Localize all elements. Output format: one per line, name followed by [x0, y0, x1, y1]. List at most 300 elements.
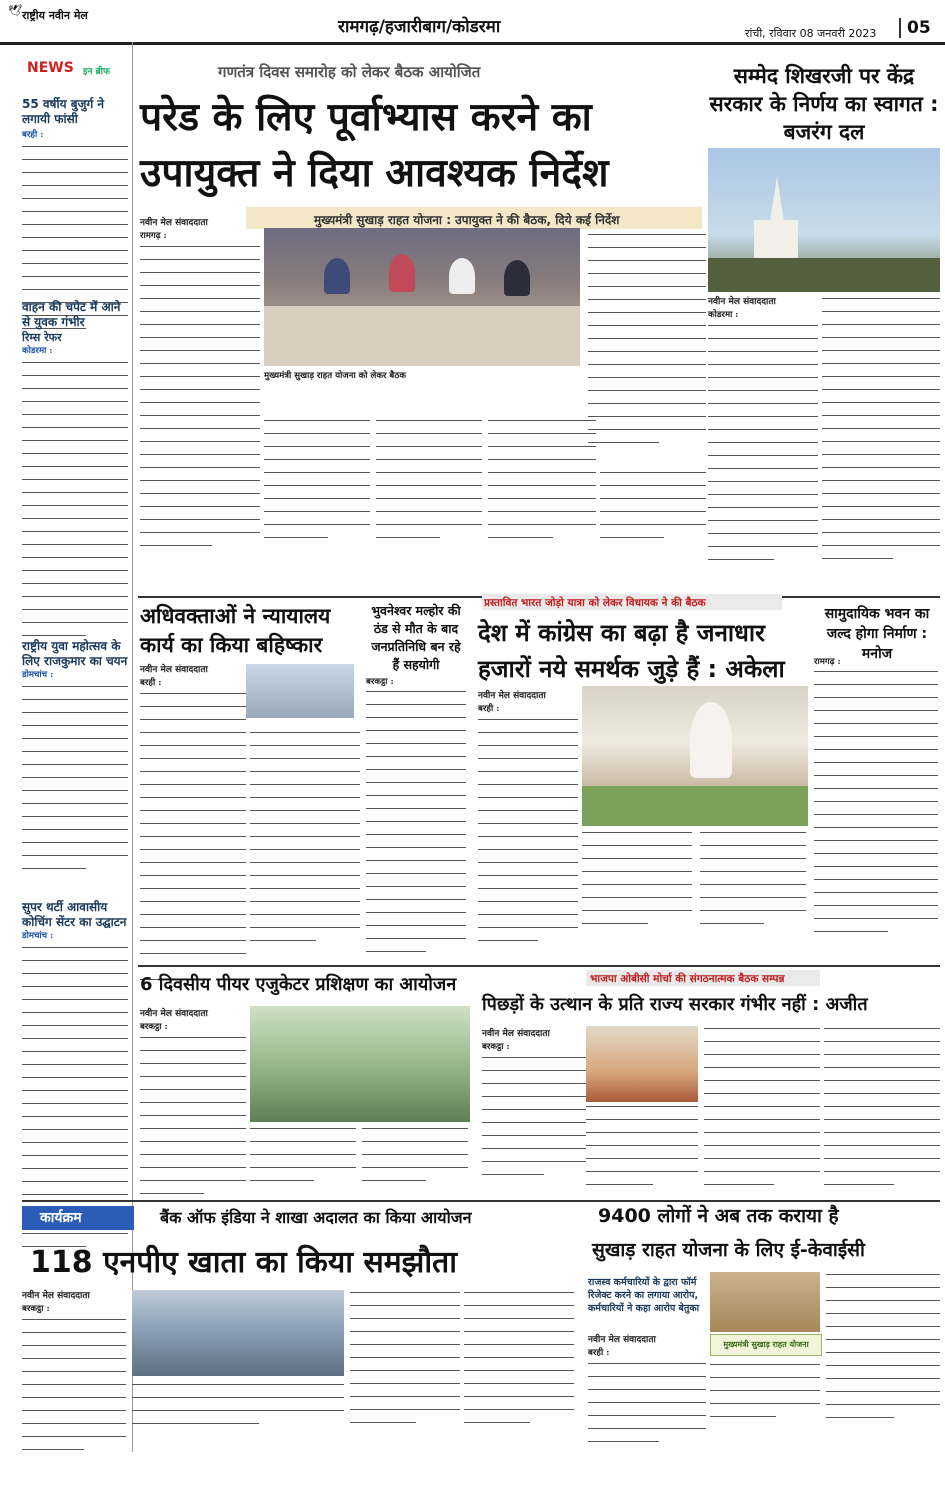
text-line	[700, 882, 806, 888]
text-line	[824, 1143, 940, 1149]
text-line	[22, 183, 128, 189]
text-line	[140, 938, 246, 944]
text-line	[140, 439, 260, 445]
text-line	[250, 769, 360, 775]
text-line	[814, 747, 938, 753]
text-line	[600, 470, 706, 476]
text-line	[22, 736, 128, 742]
text-line	[588, 1426, 706, 1432]
bank-col-3	[350, 1290, 460, 1440]
text-line	[140, 244, 260, 250]
text-line	[264, 535, 328, 541]
text-line	[376, 470, 482, 476]
text-line	[826, 1363, 940, 1369]
congress-photo	[582, 686, 808, 826]
text-line	[822, 543, 940, 549]
text-line	[700, 869, 806, 875]
text-line	[708, 505, 818, 511]
text-line	[140, 374, 260, 380]
text-line	[600, 535, 664, 541]
text-line	[710, 1375, 820, 1381]
text-line	[250, 938, 316, 944]
text-line	[814, 799, 938, 805]
text-line	[22, 1036, 128, 1042]
text-line	[22, 958, 128, 964]
sidebar-item-body	[22, 684, 128, 884]
text-line	[482, 1120, 586, 1126]
text-line	[140, 691, 246, 697]
text-line	[366, 741, 466, 747]
text-line	[478, 834, 578, 840]
peer-educator-dateline: बरकट्ठा :	[140, 1022, 168, 1033]
text-line	[22, 1192, 128, 1198]
text-line	[478, 847, 578, 853]
text-line	[464, 1342, 574, 1348]
text-line	[22, 1356, 126, 1362]
text-line	[582, 921, 648, 927]
text-line	[482, 1133, 586, 1139]
text-line	[362, 1139, 468, 1145]
congress-body	[478, 717, 578, 952]
text-line	[600, 483, 706, 489]
congress-headline-line1: देश में कांग्रेस का बढ़ा है जनाधार	[478, 619, 765, 647]
advocates-body	[250, 730, 360, 960]
text-line	[350, 1342, 460, 1348]
bank-body	[22, 1317, 126, 1467]
right-top-headline: सम्मेद शिखरजी पर केंद्र सरकार के निर्णय का स्वागत : बजरंग दल	[709, 64, 939, 144]
text-line	[250, 873, 360, 879]
text-line	[22, 196, 128, 202]
bank-body	[132, 1382, 344, 1438]
text-line	[140, 899, 246, 905]
text-line	[22, 1231, 128, 1237]
text-line	[22, 412, 128, 418]
text-line	[366, 819, 466, 825]
page-number: 05	[899, 18, 931, 38]
congress-kicker: प्रस्तावित भारत जोड़ो यात्रा को लेकर विधायक ने की बैठक	[484, 597, 706, 609]
text-line	[22, 762, 128, 768]
congress-col-3	[700, 830, 806, 940]
text-line	[250, 1126, 356, 1132]
right-top-col-2	[822, 296, 940, 581]
right-top-byline: नवीन मेल संवाददाता	[708, 297, 776, 307]
obc-byline: नवीन मेल संवाददाता	[482, 1029, 550, 1039]
text-line	[582, 830, 692, 836]
text-line	[22, 1434, 126, 1440]
obc-body	[704, 1026, 820, 1201]
text-line	[482, 1094, 586, 1100]
text-line	[704, 1117, 820, 1123]
divider	[138, 965, 940, 967]
text-line	[822, 478, 940, 484]
text-line	[826, 1376, 940, 1382]
text-line	[22, 248, 128, 254]
lead-byline: नवीन मेल संवाददाता	[140, 218, 208, 228]
text-line	[22, 1382, 126, 1388]
text-line	[350, 1329, 460, 1335]
text-line	[478, 912, 578, 918]
ekyc-col-1	[588, 1334, 706, 1461]
text-line	[22, 840, 128, 846]
text-line	[350, 1394, 460, 1400]
text-line	[140, 257, 260, 263]
text-line	[488, 418, 596, 424]
text-line	[588, 388, 706, 394]
text-line	[22, 997, 128, 1003]
text-line	[132, 1382, 344, 1388]
peer-educator-photo	[250, 1006, 470, 1122]
text-line	[708, 349, 818, 355]
text-line	[22, 1088, 128, 1094]
text-line	[708, 531, 818, 537]
text-line	[22, 801, 128, 807]
text-line	[822, 322, 940, 328]
text-line	[826, 1337, 940, 1343]
text-line	[464, 1329, 574, 1335]
ekyc-body	[826, 1272, 940, 1438]
advocates-headline: अधिवक्ताओं ने न्यायालय कार्य का किया बहिष्कार	[140, 604, 331, 657]
text-line	[814, 812, 938, 818]
text-line	[250, 795, 360, 801]
text-line	[588, 362, 706, 368]
text-line	[464, 1381, 574, 1387]
community-hall-body	[814, 669, 938, 954]
text-line	[250, 834, 360, 840]
text-line	[822, 517, 940, 523]
text-line	[822, 530, 940, 536]
text-line	[824, 1130, 940, 1136]
peer-educator-body	[362, 1126, 468, 1198]
text-line	[704, 1104, 820, 1110]
text-line	[132, 1408, 344, 1414]
text-line	[588, 310, 706, 316]
text-line	[250, 1152, 356, 1158]
text-line	[814, 734, 938, 740]
obc-dateline: बरकट्ठा :	[482, 1042, 510, 1053]
text-line	[140, 530, 260, 536]
text-line	[708, 479, 818, 485]
text-line	[140, 704, 246, 710]
text-line	[588, 440, 659, 446]
text-line	[588, 1374, 706, 1380]
text-line	[264, 470, 370, 476]
text-line	[140, 387, 260, 393]
text-line	[376, 431, 482, 437]
text-line	[140, 1061, 246, 1067]
text-line	[822, 556, 893, 562]
text-line	[250, 860, 360, 866]
peer-educator-body	[140, 1035, 246, 1210]
text-line	[366, 949, 426, 955]
sidebar-item-kicker: बरही :	[22, 130, 44, 140]
text-line	[366, 832, 466, 838]
text-line	[814, 825, 938, 831]
text-line	[140, 426, 260, 432]
lead-col-2	[264, 418, 370, 558]
text-line	[822, 452, 940, 458]
text-line	[140, 1139, 246, 1145]
text-line	[366, 884, 466, 890]
text-line	[708, 518, 818, 524]
text-line	[588, 1387, 706, 1393]
text-line	[588, 258, 706, 264]
text-line	[250, 1178, 314, 1184]
lead-col-body	[588, 232, 706, 462]
bank-body	[464, 1290, 574, 1440]
text-line	[822, 465, 940, 471]
text-line	[822, 361, 940, 367]
text-line	[22, 775, 128, 781]
text-line	[824, 1156, 940, 1162]
text-line	[478, 938, 538, 944]
text-line	[22, 261, 128, 267]
text-line	[586, 1156, 698, 1162]
text-line	[814, 669, 938, 675]
text-line	[822, 491, 940, 497]
text-line	[140, 756, 246, 762]
text-line	[708, 401, 818, 407]
text-line	[582, 908, 692, 914]
text-line	[22, 1330, 126, 1336]
text-line	[814, 903, 938, 909]
bhubaneswar-headline: भुवनेश्वर मल्होर की ठंड से मौत के बाद जनप्रतिनिधि बन रहे हैं सहयोगी	[371, 603, 461, 672]
text-line	[704, 1026, 820, 1032]
text-line	[140, 1165, 246, 1171]
text-line	[478, 899, 578, 905]
text-line	[140, 309, 260, 315]
text-line	[826, 1298, 940, 1304]
text-line	[22, 1153, 128, 1159]
text-line	[700, 895, 806, 901]
text-line	[22, 827, 128, 833]
text-line	[22, 529, 128, 535]
right-top-col-1	[708, 296, 818, 573]
right-top-col-body	[708, 323, 818, 573]
text-line	[366, 923, 466, 929]
text-line	[700, 908, 806, 914]
text-line	[22, 1062, 128, 1068]
text-line	[366, 728, 466, 734]
text-line	[824, 1026, 940, 1032]
obc-headline: पिछड़ों के उत्थान के प्रति राज्य सरकार गंभीर नहीं : अजीत	[482, 994, 868, 1015]
text-line	[22, 451, 128, 457]
issue-date: रांची, रविवार 08 जनवरी 2023	[745, 27, 877, 40]
text-line	[250, 782, 360, 788]
text-line	[488, 470, 596, 476]
sidebar-item-kicker: डोमचांच :	[22, 670, 54, 680]
bhubaneswar-col	[366, 676, 466, 969]
text-line	[826, 1389, 940, 1395]
text-line	[140, 491, 260, 497]
text-line	[22, 1447, 84, 1453]
text-line	[478, 860, 578, 866]
text-line	[264, 496, 370, 502]
text-line	[140, 348, 260, 354]
text-line	[586, 1182, 653, 1188]
text-line	[588, 401, 706, 407]
bank-headline: 118 एनपीए खाता का किया समझौता	[30, 1245, 457, 1280]
text-line	[140, 795, 246, 801]
text-line	[464, 1290, 574, 1296]
bank-col-2	[132, 1382, 344, 1438]
text-line	[482, 1159, 586, 1165]
congress-col-2	[582, 830, 692, 940]
text-line	[824, 1117, 940, 1123]
text-line	[264, 431, 370, 437]
text-line	[140, 296, 260, 302]
text-line	[704, 1143, 820, 1149]
text-line	[600, 522, 706, 528]
text-line	[366, 767, 466, 773]
text-line	[140, 543, 212, 549]
text-line	[478, 756, 578, 762]
text-line	[586, 1117, 698, 1123]
text-line	[22, 144, 128, 150]
text-line	[22, 1166, 128, 1172]
text-line	[482, 1146, 586, 1152]
text-line	[586, 1143, 698, 1149]
text-line	[140, 743, 246, 749]
text-line	[250, 743, 360, 749]
text-line	[824, 1039, 940, 1045]
text-line	[366, 897, 466, 903]
text-line	[700, 843, 806, 849]
text-line	[482, 1081, 586, 1087]
text-line	[140, 1100, 246, 1106]
text-line	[22, 684, 128, 690]
text-line	[588, 1439, 659, 1445]
text-line	[22, 477, 128, 483]
text-line	[824, 1052, 940, 1058]
text-line	[708, 453, 818, 459]
ekyc-byline: नवीन मेल संवाददाता	[588, 1335, 656, 1345]
text-line	[366, 936, 466, 942]
text-line	[376, 444, 482, 450]
text-line	[350, 1316, 460, 1322]
text-line	[22, 866, 86, 872]
text-line	[376, 509, 482, 515]
text-line	[588, 1400, 706, 1406]
text-line	[708, 492, 818, 498]
text-line	[814, 916, 938, 922]
text-line	[22, 1101, 128, 1107]
text-line	[700, 921, 764, 927]
peer-educator-byline: नवीन मेल संवाददाता	[140, 1009, 208, 1019]
text-line	[824, 1065, 940, 1071]
text-line	[376, 535, 440, 541]
text-line	[488, 483, 596, 489]
advocates-photo	[246, 664, 354, 718]
ekyc-dateline: बरही :	[588, 1348, 610, 1359]
text-line	[824, 1182, 894, 1188]
text-line	[350, 1420, 416, 1426]
text-line	[822, 400, 940, 406]
text-line	[22, 1408, 126, 1414]
sidebar-item-title: राष्ट्रीय युवा महोत्सव के लिए राजकुमार का चयन	[22, 639, 128, 668]
text-line	[708, 557, 774, 563]
text-line	[140, 517, 260, 523]
obc-body	[824, 1026, 940, 1201]
text-line	[704, 1052, 820, 1058]
text-line	[582, 843, 692, 849]
text-line	[464, 1394, 574, 1400]
text-line	[366, 689, 466, 695]
text-line	[22, 1049, 128, 1055]
text-line	[22, 542, 128, 548]
text-line	[708, 362, 818, 368]
text-line	[826, 1272, 940, 1278]
text-line	[582, 856, 692, 862]
text-line	[140, 912, 246, 918]
text-line	[140, 465, 260, 471]
text-line	[140, 847, 246, 853]
sidebar-item-body	[22, 360, 128, 650]
text-line	[366, 910, 466, 916]
community-hall-col	[814, 656, 938, 954]
text-line	[366, 806, 466, 812]
lead-col-body	[376, 418, 482, 558]
text-line	[704, 1169, 820, 1175]
text-line	[250, 886, 360, 892]
text-line	[814, 786, 938, 792]
advocates-col-2	[250, 730, 360, 960]
text-line	[482, 1107, 586, 1113]
text-line	[824, 1169, 940, 1175]
text-line	[22, 853, 128, 859]
text-line	[140, 1048, 246, 1054]
text-line	[588, 414, 706, 420]
text-line	[22, 1421, 126, 1427]
text-line	[264, 444, 370, 450]
lead-caption-text: मुख्यमंत्री सुखाड़ राहत योजना को लेकर बैठक	[264, 371, 406, 381]
obc-col-1	[482, 1028, 586, 1195]
text-line	[582, 882, 692, 888]
text-line	[478, 808, 578, 814]
text-line	[22, 984, 128, 990]
text-line	[264, 483, 370, 489]
text-line	[366, 780, 466, 786]
text-line	[376, 496, 482, 502]
text-line	[140, 1126, 246, 1132]
text-line	[704, 1130, 820, 1136]
text-line	[582, 895, 692, 901]
text-line	[586, 1130, 698, 1136]
text-line	[140, 886, 246, 892]
advocates-body	[140, 691, 246, 991]
congress-headline-line2: हजारों नये समर्थक जुड़े हैं : अकेला	[478, 655, 785, 683]
text-line	[140, 1152, 246, 1158]
bhubaneswar-dateline: बरकट्ठा :	[366, 677, 394, 687]
sidebar-item	[22, 300, 128, 650]
text-line	[814, 708, 938, 714]
text-line	[22, 360, 128, 366]
text-line	[140, 1191, 204, 1197]
text-line	[826, 1311, 940, 1317]
text-line	[708, 427, 818, 433]
text-line	[22, 222, 128, 228]
lead-col-4	[588, 232, 706, 462]
text-line	[362, 1165, 468, 1171]
text-line	[814, 721, 938, 727]
text-line	[140, 951, 246, 957]
text-line	[140, 834, 246, 840]
bird-logo-icon: 🕊	[8, 4, 22, 17]
text-line	[140, 283, 260, 289]
text-line	[588, 427, 706, 433]
text-line	[588, 336, 706, 342]
lead-col-3	[376, 418, 482, 558]
text-line	[822, 335, 940, 341]
